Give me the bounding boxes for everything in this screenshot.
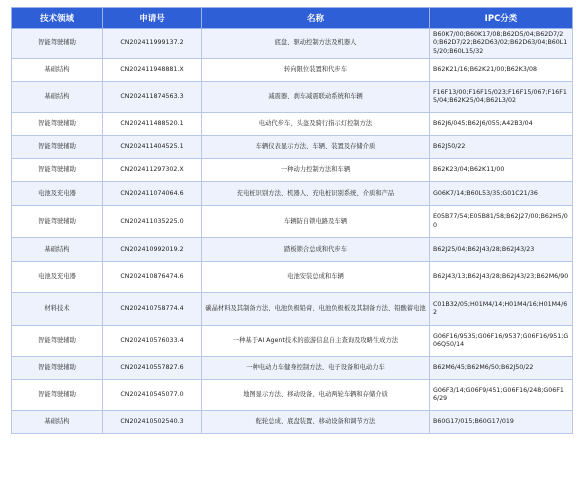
- table-row: [12, 159, 573, 182]
- table-row: [12, 29, 573, 59]
- cell-ipc: B60G17/015;B60G17/019: [430, 411, 573, 434]
- cell-app-no: CN202410557827.6: [103, 357, 202, 380]
- header-app-no: 申请号: [103, 8, 202, 29]
- table-row: [12, 238, 573, 262]
- table-row: [12, 380, 573, 411]
- cell-field: 智能驾驶辅助: [12, 29, 103, 59]
- cell-app-no: CN202411074064.6: [103, 182, 202, 206]
- cell-ipc: G06F3/14;G06F9/451;G06F16/248;G06F16/29: [430, 380, 573, 411]
- cell-name: 地图显示方法、移动设备、电动两轮车辆和存储介质: [202, 380, 430, 411]
- cell-field: 电池及充电器: [12, 182, 103, 206]
- table-row: [12, 206, 573, 238]
- cell-app-no: CN202411488520.1: [103, 113, 202, 136]
- cell-app-no: CN202411999137.2: [103, 29, 202, 59]
- table-body: [12, 29, 573, 434]
- table-row: [12, 357, 573, 380]
- header-field: 技术领域: [12, 8, 103, 29]
- cell-field: 基础结构: [12, 82, 103, 113]
- table-row: [12, 59, 573, 82]
- patent-table: [11, 7, 573, 434]
- cell-field: 材料技术: [12, 293, 103, 326]
- cell-field: 智能驾驶辅助: [12, 206, 103, 238]
- cell-name: 减震器、刹车减震联动系统和车辆: [202, 82, 430, 113]
- cell-field: 智能驾驶辅助: [12, 357, 103, 380]
- cell-ipc: B62J25/04;B62J43/28;B62J43/23: [430, 238, 573, 262]
- table-row: [12, 293, 573, 326]
- cell-name: 踏板锁合总成和代步车: [202, 238, 430, 262]
- cell-name: 电池安装总成和车辆: [202, 262, 430, 293]
- cell-field: 智能驾驶辅助: [12, 326, 103, 357]
- header-ipc: IPC分类: [430, 8, 573, 29]
- header-name: 名称: [202, 8, 430, 29]
- cell-field: 智能驾驶辅助: [12, 159, 103, 182]
- cell-name: 一种电动力车健身控制方法、电子设备和电动力车: [202, 357, 430, 380]
- cell-ipc: B60K7/00;B60K17/08;B62D5/04;B62D7/20;B62D7/22;B62D63/02;B62D63/04;B60L15/20;B60L15/32: [430, 29, 573, 59]
- cell-field: 电池及充电器: [12, 262, 103, 293]
- cell-app-no: CN202411404525.1: [103, 136, 202, 159]
- cell-app-no: CN202411874563.3: [103, 82, 202, 113]
- cell-app-no: CN202410758774.4: [103, 293, 202, 326]
- cell-name: 一种基于AI Agent技术的旅游信息自主查询及攻略生成方法: [202, 326, 430, 357]
- cell-name: 车辆防自锁电路及车辆: [202, 206, 430, 238]
- cell-ipc: B62J43/13;B62J43/28;B62J43/23;B62M6/90: [430, 262, 573, 293]
- cell-app-no: CN202410992019.2: [103, 238, 202, 262]
- table-row: [12, 262, 573, 293]
- cell-ipc: B62K21/16;B62K21/00;B62K3/08: [430, 59, 573, 82]
- cell-app-no: CN202410576033.4: [103, 326, 202, 357]
- cell-ipc: B62J50/22: [430, 136, 573, 159]
- cell-ipc: F16F13/00;F16F15/023;F16F15/067;F16F15/04;B62K25/04;B62L3/02: [430, 82, 573, 113]
- cell-ipc: G06K7/14;B60L53/35;G01C21/36: [430, 182, 573, 206]
- cell-ipc: G06F16/9535;G06F16/9537;G06F16/951;G06Q50/14: [430, 326, 573, 357]
- cell-ipc: B62M6/45;B62M6/50;B62J50/22: [430, 357, 573, 380]
- table-row: [12, 326, 573, 357]
- cell-ipc: E05B77/54;E05B81/58;B62J27/00;B62H5/00: [430, 206, 573, 238]
- table-row: [12, 182, 573, 206]
- cell-name: 转向限位装置和代步车: [202, 59, 430, 82]
- table-header: [12, 8, 573, 29]
- cell-name: 舵轮总成、底盘装置、移动设备和调节方法: [202, 411, 430, 434]
- cell-name: 车辆仪表显示方法、车辆、装置及存储介质: [202, 136, 430, 159]
- cell-field: 智能驾驶辅助: [12, 113, 103, 136]
- table-row: [12, 82, 573, 113]
- cell-field: 智能驾驶辅助: [12, 380, 103, 411]
- cell-app-no: CN202410502540.3: [103, 411, 202, 434]
- table-row: [12, 113, 573, 136]
- cell-app-no: CN202411297302.X: [103, 159, 202, 182]
- cell-name: 底盘、驱动控制方法及机器人: [202, 29, 430, 59]
- cell-ipc: C01B32/05;H01M4/14;H01M4/16;H01M4/62: [430, 293, 573, 326]
- patent-table-container: [11, 7, 572, 434]
- cell-field: 基础结构: [12, 59, 103, 82]
- cell-field: 基础结构: [12, 411, 103, 434]
- table-row: [12, 411, 573, 434]
- cell-name: 碳晶材料及其制备方法、电池负极铅膏、电池负极板及其制备方法、铅酸蓄电池: [202, 293, 430, 326]
- cell-field: 基础结构: [12, 238, 103, 262]
- cell-app-no: CN202411035225.0: [103, 206, 202, 238]
- cell-name: 一种动力控制方法和车辆: [202, 159, 430, 182]
- cell-name: 充电桩识别方法、机器人、充电桩识别系统、介质和产品: [202, 182, 430, 206]
- cell-field: 智能驾驶辅助: [12, 136, 103, 159]
- cell-app-no: CN202410876474.6: [103, 262, 202, 293]
- cell-app-no: CN202411948881.X: [103, 59, 202, 82]
- header-row: [12, 8, 573, 29]
- cell-ipc: B62J6/045;B62J6/055;A42B3/04: [430, 113, 573, 136]
- table-row: [12, 136, 573, 159]
- cell-app-no: CN202410545077.0: [103, 380, 202, 411]
- cell-name: 电动代步车、头盔及骑行指示灯控制方法: [202, 113, 430, 136]
- cell-ipc: B62K23/04;B62K11/00: [430, 159, 573, 182]
